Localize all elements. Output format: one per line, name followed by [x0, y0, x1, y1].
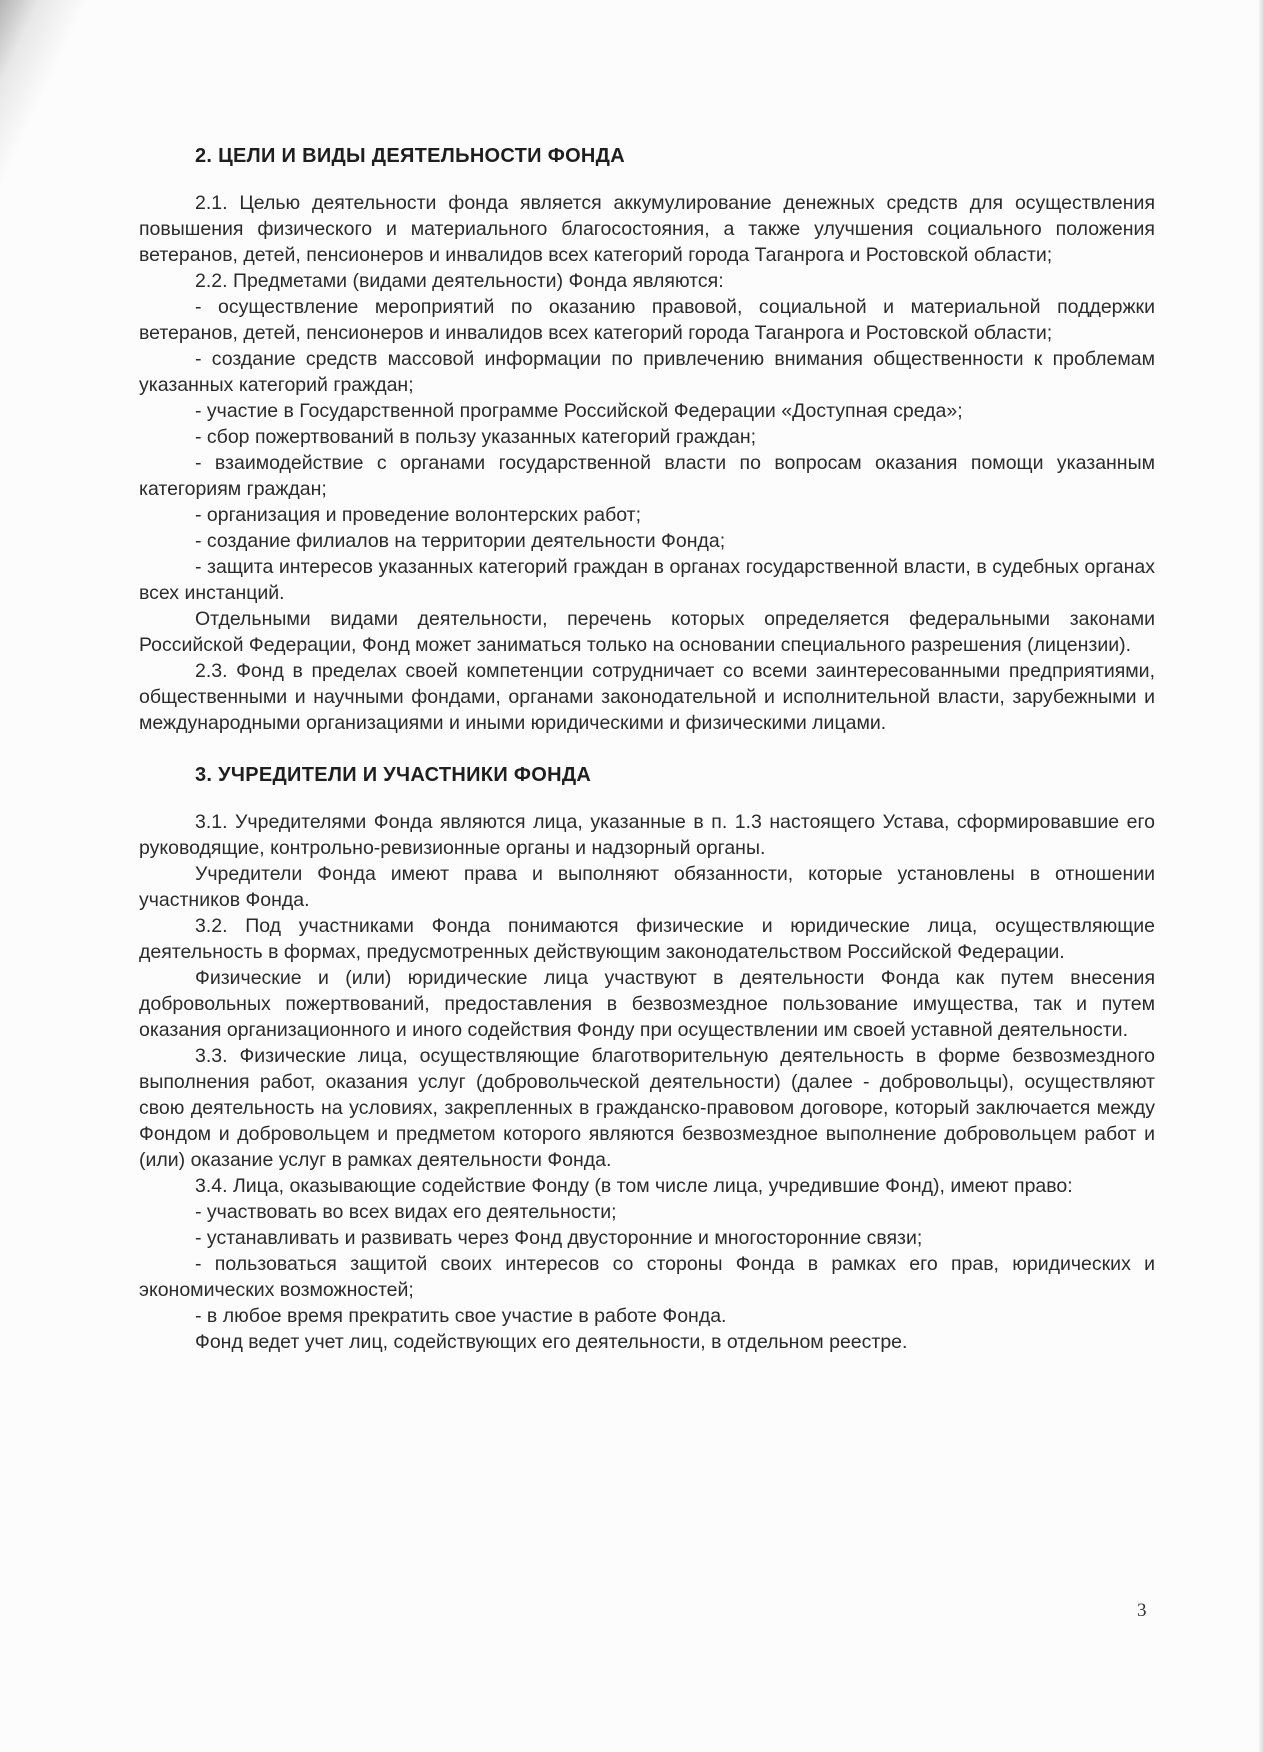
paragraph-3-3: 3.3. Физические лица, осуществляющие благотворительную деятельность в форме безвозмездного выполнения работ, оказания услуг (добровольческой деятельности) (далее - добровольцы), осуществляют свою деятельность на условиях, закрепленных в гражданско-правовом договоре, который заключается между Фондом и добровольцем и предметом которого являются безвозмездное выполнение добровольцем работ и (или) оказание услуг в рамках деятельности Фонда. — [139, 1045, 1155, 1171]
section-2-heading: 2. ЦЕЛИ И ВИДЫ ДЕЯТЕЛЬНОСТИ ФОНДА — [195, 145, 625, 167]
paragraph-licensing: Отдельными видами деятельности, перечень которых определяется федеральными законами Российской Федерации, Фонд может заниматься только на основании специального разрешения (лицензии). — [139, 608, 1155, 656]
page-number: 3 — [1137, 1600, 1147, 1621]
paragraph-2-1: 2.1. Целью деятельности фонда является аккумулирование денежных средств для осуществления повышения физического и материального благосостояния, а также улучшения социального положения ветеранов, детей, пенсионеров и инвалидов всех категорий города Таганрога и Ростовской области; — [139, 192, 1155, 266]
section-3-heading: 3. УЧРЕДИТЕЛИ И УЧАСТНИКИ ФОНДА — [195, 764, 592, 786]
paragraph-founders-rights: Учредители Фонда имеют права и выполняют обязанности, которые установлены в отношении участников Фонда. — [139, 863, 1155, 911]
list-item: - создание филиалов на территории деятельности Фонда; — [195, 530, 726, 552]
paragraph-3-1: 3.1. Учредителями Фонда являются лица, указанные в п. 1.3 настоящего Устава, сформировавшие его руководящие, контрольно-ревизионные органы и надзорный органы. — [139, 811, 1155, 859]
scan-right-edge — [1258, 0, 1264, 1752]
document-content — [139, 145, 1155, 1355]
list-item: - осуществление мероприятий по оказанию правовой, социальной и материальной поддержки ветеранов, детей, пенсионеров и инвалидов всех категорий города Таганрога и Ростовской области; — [139, 296, 1155, 344]
list-item: - взаимодействие с органами государственной власти по вопросам оказания помощи указанным категориям граждан; — [139, 452, 1155, 500]
list-item: - устанавливать и развивать через Фонд двусторонние и многосторонние связи; — [195, 1227, 923, 1249]
paragraph-participation: Физические и (или) юридические лица участвуют в деятельности Фонда как путем внесения добровольных пожертвований, предоставления в безвозмездное пользование имущества, так и путем оказания организационного и иного содействия Фонду при осуществлении им своей уставной деятельности. — [139, 967, 1155, 1041]
list-item: - сбор пожертвований в пользу указанных категорий граждан; — [195, 426, 757, 448]
paragraph-2-3: 2.3. Фонд в пределах своей компетенции сотрудничает со всеми заинтересованными предприятиями, общественными и научными фондами, органами законодательной и исполнительной власти, зарубежными и международными организациями и иными юридическими и физическими лицами. — [139, 660, 1155, 734]
list-item: - создание средств массовой информации по привлечению внимания общественности к проблемам указанных категорий граждан; — [139, 348, 1155, 396]
list-item: - пользоваться защитой своих интересов со стороны Фонда в рамках его прав, юридических и экономических возможностей; — [139, 1253, 1155, 1301]
list-item: - защита интересов указанных категорий граждан в органах государственной власти, в судебных органах всех инстанций. — [139, 556, 1155, 604]
paragraph-3-4: 3.4. Лица, оказывающие содействие Фонду (в том числе лица, учредившие Фонд), имеют право: — [195, 1175, 1073, 1197]
paragraph-registry: Фонд ведет учет лиц, содействующих его деятельности, в отдельном реестре. — [195, 1331, 908, 1353]
paragraph-3-2: 3.2. Под участниками Фонда понимаются физические и юридические лица, осуществляющие деятельность в формах, предусмотренных действующим законодательством Российской Федерации. — [139, 915, 1155, 963]
list-item: - организация и проведение волонтерских работ; — [195, 504, 642, 526]
list-item: - участие в Государственной программе Российской Федерации «Доступная среда»; — [195, 400, 963, 422]
scan-fold-shadow — [0, 0, 90, 280]
list-item: - в любое время прекратить свое участие в работе Фонда. — [195, 1305, 727, 1327]
list-item: - участвовать во всех видах его деятельности; — [195, 1201, 617, 1223]
paragraph-2-2: 2.2. Предметами (видами деятельности) Фонда являются: — [195, 270, 724, 292]
